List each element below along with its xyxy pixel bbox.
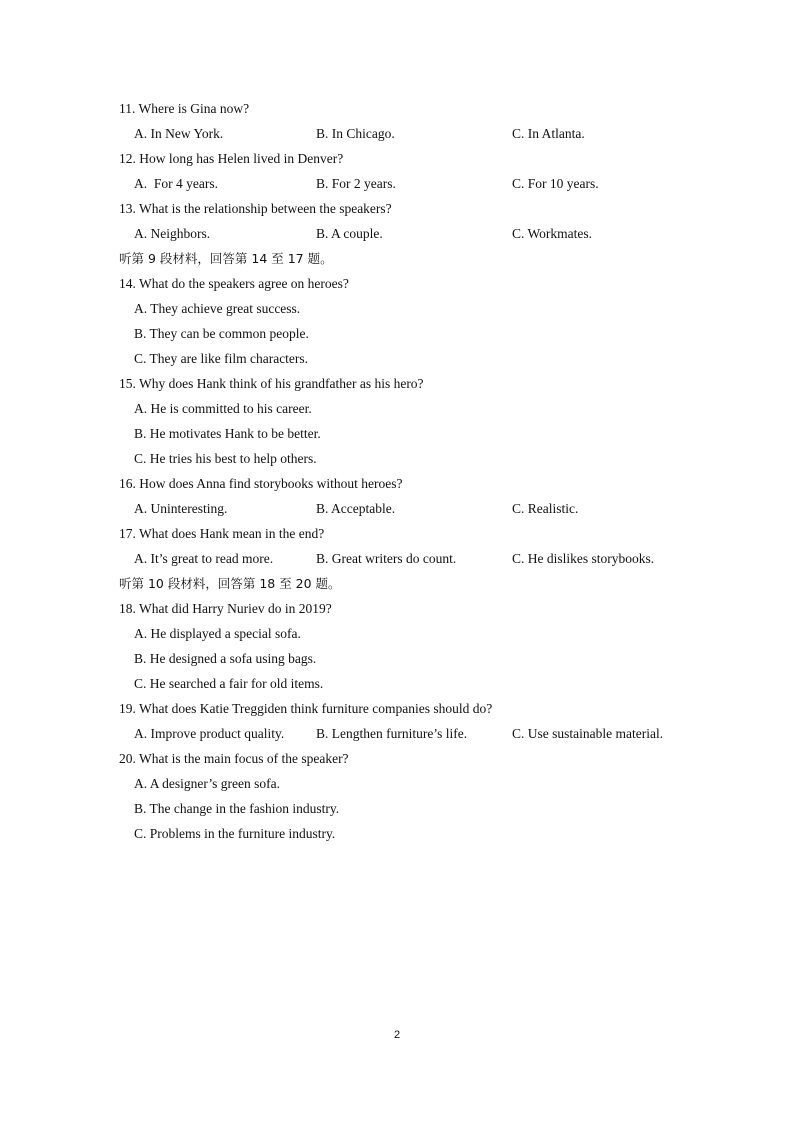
question-12-option-a: A. For 4 years. (134, 176, 218, 191)
question-18-option-c: C. He searched a fair for old items. (134, 676, 324, 691)
question-17-option-c: C. He dislikes storybooks. (512, 551, 655, 566)
question-16-option-b: B. Acceptable. (316, 501, 396, 516)
question-13-option-a: A. Neighbors. (134, 226, 211, 241)
question-17-stem: 17. What does Hank mean in the end? (119, 526, 325, 541)
question-16-option-c: C. Realistic. (512, 501, 579, 516)
question-12-stem: 12. How long has Helen lived in Denver? (119, 151, 344, 166)
question-13-option-c: C. Workmates. (512, 226, 593, 241)
question-15-option-c: C. He tries his best to help others. (134, 451, 317, 466)
question-14-option-c: C. They are like film characters. (134, 351, 309, 366)
question-11-stem: 11. Where is Gina now? (119, 101, 250, 116)
question-18-stem: 18. What did Harry Nuriev do in 2019? (119, 601, 332, 616)
page-number: 2 (393, 1029, 401, 1041)
question-19-stem: 19. What does Katie Treggiden think furniture companies should do? (119, 701, 493, 716)
question-15-option-b: B. He motivates Hank to be better. (134, 426, 321, 441)
question-11-option-b: B. In Chicago. (316, 126, 395, 141)
question-15-option-a: A. He is committed to his career. (134, 401, 312, 416)
question-20-option-a: A. A designer’s green sofa. (134, 776, 280, 791)
question-12-option-c: C. For 10 years. (512, 176, 599, 191)
question-19-option-a: A. Improve product quality. (134, 726, 285, 741)
question-11-option-a: A. In New York. (134, 126, 224, 141)
question-16-option-a: A. Uninteresting. (134, 501, 228, 516)
section-9-instruction: 听第 9 段材料，回答第 14 至 17 题。 (119, 251, 333, 266)
question-13-option-b: B. A couple. (316, 226, 383, 241)
question-17-option-b: B. Great writers do count. (316, 551, 457, 566)
question-11-option-c: C. In Atlanta. (512, 126, 585, 141)
question-14-stem: 14. What do the speakers agree on heroes? (119, 276, 349, 291)
question-15-stem: 15. Why does Hank think of his grandfather as his hero? (119, 376, 424, 391)
question-20-stem: 20. What is the main focus of the speaker? (119, 751, 349, 766)
question-17-option-a: A. It’s great to read more. (134, 551, 274, 566)
question-19-option-c: C. Use sustainable material. (512, 726, 664, 741)
question-16-stem: 16. How does Anna find storybooks without heroes? (119, 476, 403, 491)
question-20-option-b: B. The change in the fashion industry. (134, 801, 340, 816)
question-19-option-b: B. Lengthen furniture’s life. (316, 726, 468, 741)
section-10-instruction: 听第 10 段材料，回答第 18 至 20 题。 (119, 576, 341, 591)
question-18-option-b: B. He designed a sofa using bags. (134, 651, 317, 666)
question-14-option-a: A. They achieve great success. (134, 301, 301, 316)
question-12-option-b: B. For 2 years. (316, 176, 396, 191)
question-14-option-b: B. They can be common people. (134, 326, 309, 341)
question-20-option-c: C. Problems in the furniture industry. (134, 826, 336, 841)
question-18-option-a: A. He displayed a special sofa. (134, 626, 301, 641)
question-13-stem: 13. What is the relationship between the speakers? (119, 201, 392, 216)
